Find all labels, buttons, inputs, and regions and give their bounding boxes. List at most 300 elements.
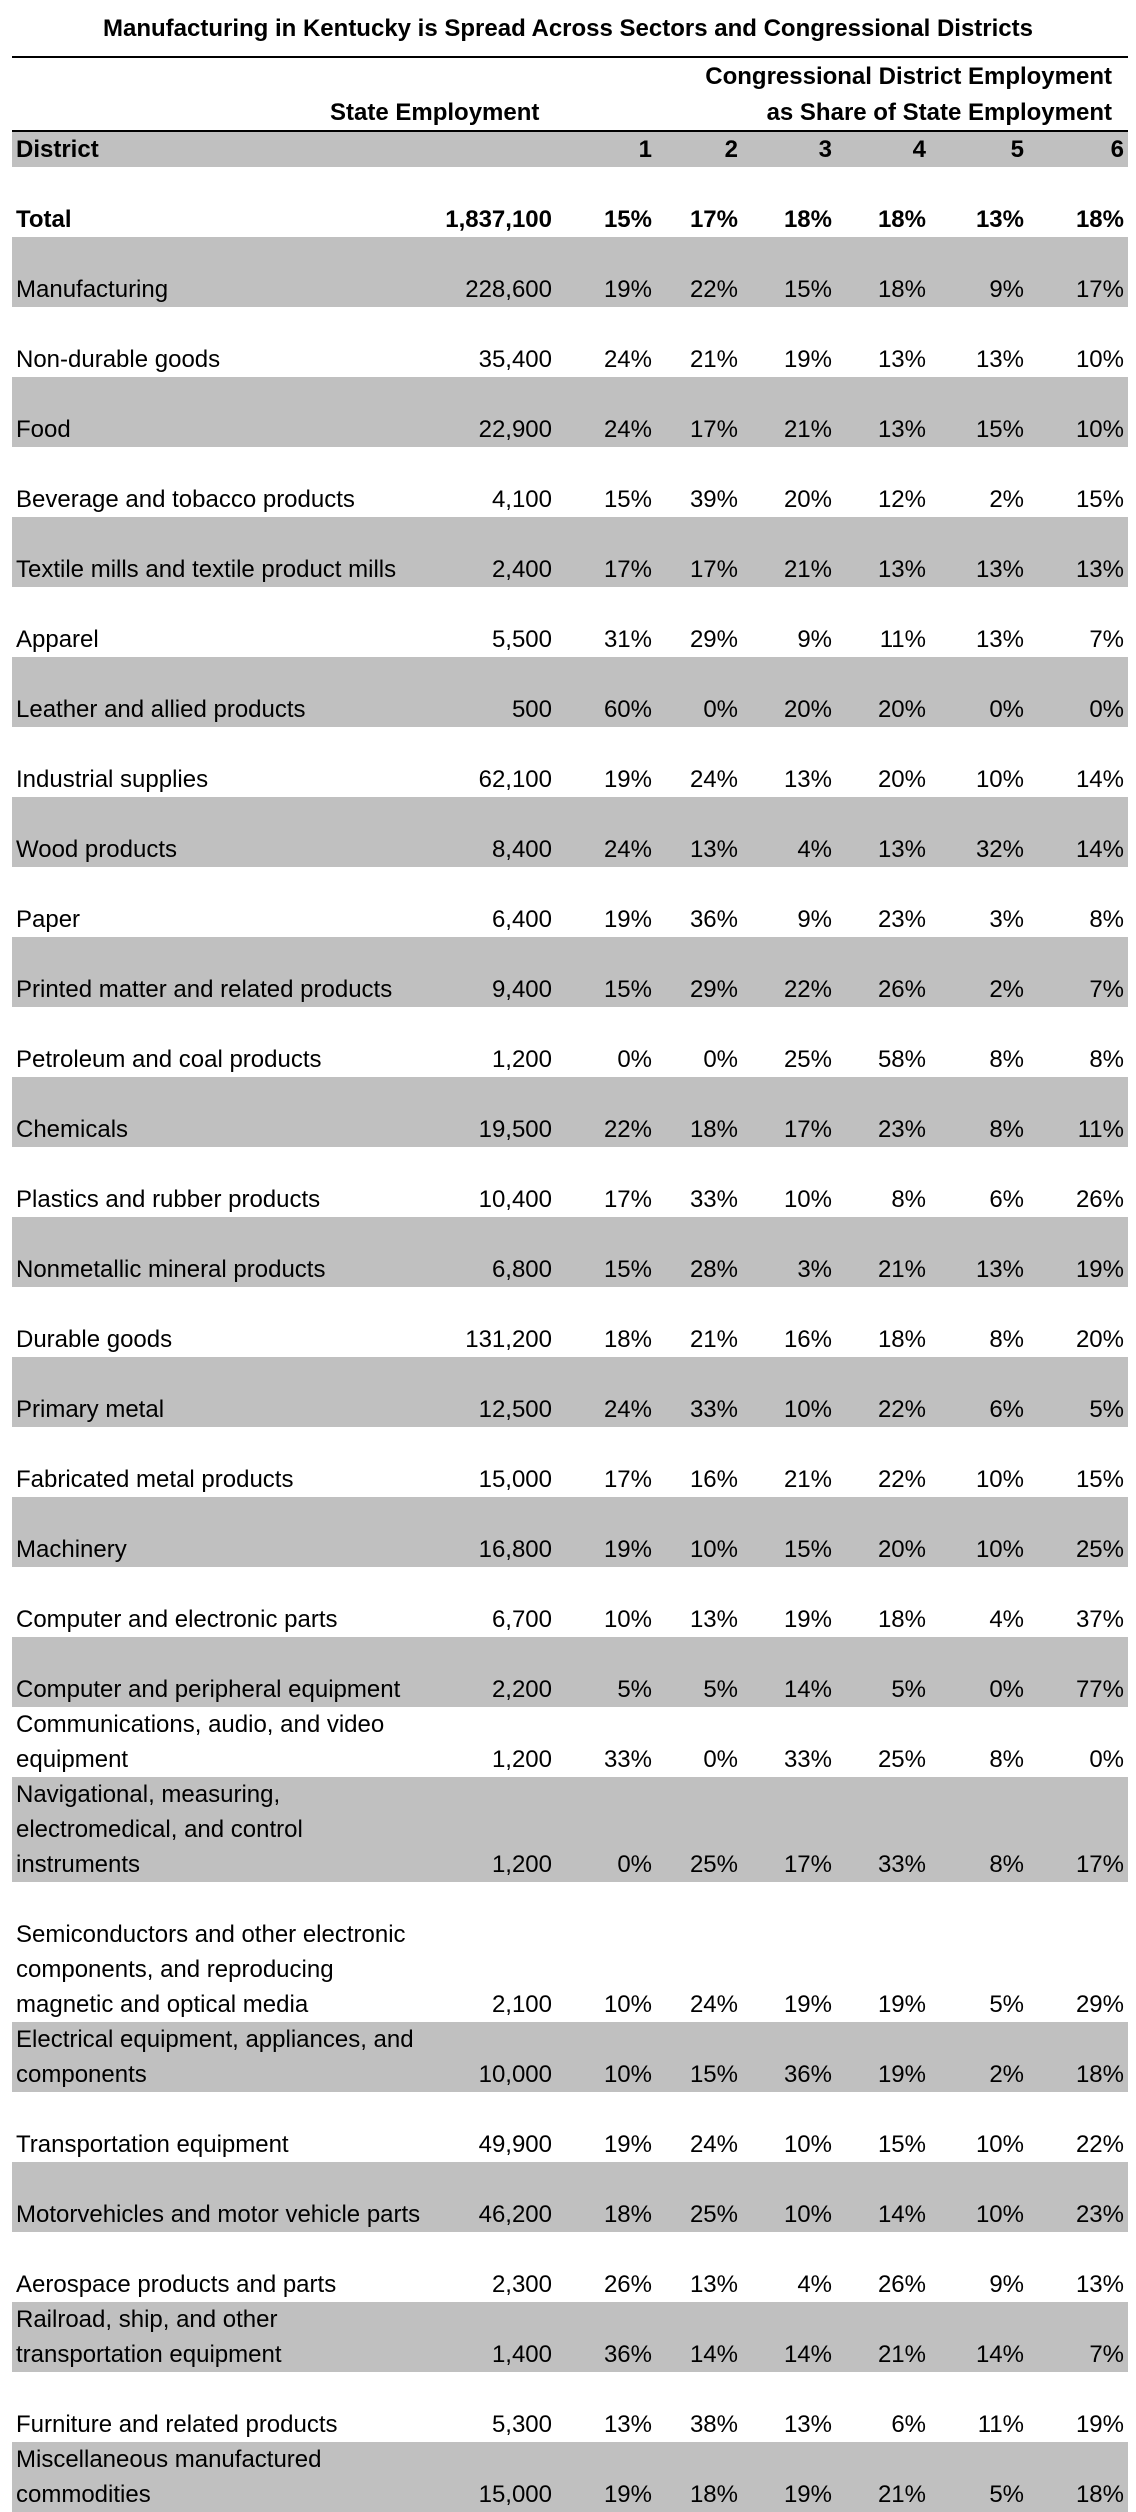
district-2-share-cell: 28%: [689, 1256, 738, 1283]
district-6-share-cell: 5%: [1089, 1396, 1124, 1423]
district-3-share-cell: 10%: [783, 1186, 832, 1213]
district-3-share-cell: 10%: [783, 2201, 832, 2228]
state-employment-cell: 8,400: [491, 836, 552, 863]
district-2-share-cell: 13%: [689, 2271, 738, 2298]
district-6-header: 6: [1110, 136, 1124, 163]
district-3-share-cell: 10%: [783, 2131, 832, 2158]
district-5-share-cell: 6%: [989, 1396, 1024, 1423]
district-6-share-cell: 10%: [1075, 416, 1124, 443]
district-4-share-cell: 8%: [891, 1186, 926, 1213]
district-3-share-cell: 22%: [783, 976, 832, 1003]
district-6-share-cell: 13%: [1075, 556, 1124, 583]
row-label: Primary metal: [16, 1396, 165, 1423]
district-2-share-cell: 5%: [703, 1676, 738, 1703]
state-employment-cell: 49,900: [478, 2131, 552, 2158]
district-4-share-cell: 11%: [879, 626, 926, 653]
district-2-share-cell: 22%: [689, 276, 738, 303]
district-2-share-cell: 17%: [689, 206, 738, 233]
district-1-share-cell: 0%: [617, 1046, 652, 1073]
district-1-share-cell: 19%: [603, 766, 652, 793]
district-6-share-cell: 8%: [1089, 906, 1124, 933]
district-5-share-cell: 10%: [975, 1536, 1024, 1563]
district-5-share-cell: 8%: [989, 1746, 1024, 1773]
table-row: [12, 237, 1128, 307]
state-employment-cell: 6,700: [491, 1606, 552, 1633]
district-6-share-cell: 37%: [1075, 1606, 1124, 1633]
district-2-share-cell: 24%: [689, 766, 738, 793]
table-row: [12, 1287, 1128, 1357]
district-4-share-cell: 6%: [891, 2411, 926, 2438]
district-3-share-cell: 9%: [797, 626, 832, 653]
district-1-share-cell: 10%: [603, 1991, 652, 2018]
district-2-share-cell: 29%: [689, 626, 738, 653]
district-5-share-cell: 10%: [975, 766, 1024, 793]
table-title: Manufacturing in Kentucky is Spread Across Sectors and Congressional Districts: [102, 15, 1033, 42]
district-2-share-cell: 17%: [689, 416, 738, 443]
district-6-share-cell: 17%: [1075, 1851, 1124, 1878]
district-4-share-cell: 22%: [877, 1396, 926, 1423]
table-row: [12, 2372, 1128, 2442]
district-1-share-cell: 36%: [603, 2341, 652, 2368]
district-4-share-cell: 26%: [877, 2271, 926, 2298]
district-2-share-cell: 38%: [689, 2411, 738, 2438]
state-employment-cell: 35,400: [478, 346, 552, 373]
district-4-share-cell: 13%: [877, 346, 926, 373]
district-2-share-cell: 17%: [689, 556, 738, 583]
row-label: Furniture and related products: [16, 2411, 338, 2438]
district-6-share-cell: 0%: [1089, 696, 1124, 723]
district-5-share-cell: 10%: [975, 1466, 1024, 1493]
top-rule: [12, 56, 1128, 58]
state-employment-cell: 2,200: [491, 1676, 552, 1703]
district-4-share-cell: 21%: [877, 2481, 926, 2508]
state-employment-cell: 1,837,100: [445, 206, 552, 233]
state-employment-cell: 2,400: [491, 556, 552, 583]
table-row: [12, 937, 1128, 1007]
district-5-share-cell: 13%: [975, 1256, 1024, 1283]
district-4-share-cell: 25%: [877, 1746, 926, 1773]
state-employment-cell: 15,000: [478, 1466, 552, 1493]
state-employment-cell: 16,800: [478, 1536, 552, 1563]
table-row: [12, 1567, 1128, 1637]
row-label: Transportation equipment: [16, 2131, 289, 2158]
district-4-share-cell: 5%: [891, 1676, 926, 1703]
district-6-share-cell: 19%: [1075, 2411, 1124, 2438]
table-row: [12, 2022, 1128, 2092]
district-5-share-cell: 11%: [977, 2411, 1024, 2438]
district-5-share-cell: 8%: [989, 1851, 1024, 1878]
table-row: [12, 2302, 1128, 2372]
district-3-share-cell: 4%: [797, 2271, 832, 2298]
district-5-share-cell: 2%: [989, 486, 1024, 513]
district-1-share-cell: 24%: [603, 1396, 652, 1423]
district-3-share-cell: 19%: [783, 1606, 832, 1633]
district-3-share-cell: 4%: [797, 836, 832, 863]
table-row: [12, 867, 1128, 937]
district-1-share-cell: 13%: [603, 2411, 652, 2438]
state-employment-cell: 228,600: [465, 276, 552, 303]
table-row: [12, 1882, 1128, 2022]
district-1-share-cell: 10%: [603, 2061, 652, 2088]
state-employment-cell: 1,200: [491, 1046, 552, 1073]
row-label: Manufacturing: [16, 276, 169, 303]
district-3-share-cell: 21%: [783, 1466, 832, 1493]
district-2-share-cell: 24%: [689, 2131, 738, 2158]
district-4-share-cell: 26%: [877, 976, 926, 1003]
district-3-share-cell: 18%: [783, 206, 832, 233]
state-employment-cell: 9,400: [491, 976, 552, 1003]
district-4-share-cell: 23%: [877, 1116, 926, 1143]
district-3-share-cell: 15%: [783, 1536, 832, 1563]
district-1-share-cell: 17%: [603, 1186, 652, 1213]
row-label: Railroad, ship, and other transportation equipment: [16, 2306, 282, 2368]
district-1-share-cell: 19%: [603, 276, 652, 303]
district-4-share-cell: 20%: [877, 766, 926, 793]
district-6-share-cell: 8%: [1089, 1046, 1124, 1073]
district-5-share-cell: 2%: [989, 976, 1024, 1003]
district-6-share-cell: 77%: [1075, 1676, 1124, 1703]
district-6-share-cell: 15%: [1075, 1466, 1124, 1493]
district-1-share-cell: 19%: [603, 1536, 652, 1563]
district-4-share-cell: 13%: [877, 416, 926, 443]
district-5-share-cell: 0%: [989, 696, 1024, 723]
table-row: [12, 1497, 1128, 1567]
district-1-share-cell: 19%: [603, 2481, 652, 2508]
state-employment-cell: 10,000: [478, 2061, 552, 2088]
district-6-share-cell: 7%: [1089, 976, 1124, 1003]
district-2-share-cell: 25%: [689, 1851, 738, 1878]
district-5-share-cell: 10%: [975, 2131, 1024, 2158]
district-6-share-cell: 18%: [1075, 2481, 1124, 2508]
state-employment-cell: 6,400: [491, 906, 552, 933]
district-3-share-cell: 21%: [783, 556, 832, 583]
district-3-share-cell: 36%: [783, 2061, 832, 2088]
district-4-share-cell: 58%: [877, 1046, 926, 1073]
row-label: Semiconductors and other electronic components, and reproducing magnetic and optical media: [16, 1921, 406, 2018]
state-employment-cell: 4,100: [491, 486, 552, 513]
row-label: Fabricated metal products: [16, 1466, 294, 1493]
table-row: [12, 447, 1128, 517]
district-3-share-cell: 21%: [783, 416, 832, 443]
district-4-share-cell: 15%: [877, 2131, 926, 2158]
district-2-share-cell: 0%: [703, 1746, 738, 1773]
district-2-share-cell: 18%: [689, 2481, 738, 2508]
table-row: [12, 797, 1128, 867]
column-header-row: [12, 132, 1128, 167]
district-6-share-cell: 0%: [1089, 1746, 1124, 1773]
district-4-share-cell: 18%: [877, 206, 926, 233]
district-2-share-cell: 25%: [689, 2201, 738, 2228]
district-4-share-cell: 20%: [877, 1536, 926, 1563]
district-4-share-cell: 23%: [877, 906, 926, 933]
district-1-share-cell: 10%: [603, 1606, 652, 1633]
table-row: [12, 2092, 1128, 2162]
district-3-share-cell: 9%: [797, 906, 832, 933]
state-employment-cell: 15,000: [478, 2481, 552, 2508]
district-4-share-cell: 21%: [877, 1256, 926, 1283]
table-row: [12, 167, 1128, 237]
row-label: Communications, audio, and video equipment: [16, 1711, 385, 1773]
district-1-share-cell: 22%: [603, 1116, 652, 1143]
district-1-share-cell: 60%: [603, 696, 652, 723]
district-4-share-cell: 18%: [877, 1606, 926, 1633]
district-4-share-cell: 13%: [877, 556, 926, 583]
table-row: [12, 1147, 1128, 1217]
district-3-share-cell: 17%: [783, 1116, 832, 1143]
row-label: Computer and electronic parts: [16, 1606, 338, 1633]
table-row: [12, 517, 1128, 587]
district-5-share-cell: 8%: [989, 1326, 1024, 1353]
district-2-share-cell: 15%: [689, 2061, 738, 2088]
district-6-share-cell: 14%: [1075, 766, 1124, 793]
row-label: Petroleum and coal products: [16, 1046, 322, 1073]
district-1-share-cell: 17%: [603, 556, 652, 583]
district-4-share-cell: 13%: [877, 836, 926, 863]
district-5-share-cell: 5%: [989, 2481, 1024, 2508]
district-3-share-cell: 10%: [783, 1396, 832, 1423]
district-2-share-cell: 10%: [689, 1536, 738, 1563]
district-3-share-cell: 17%: [783, 1851, 832, 1878]
district-2-share-cell: 24%: [689, 1991, 738, 2018]
district-6-share-cell: 10%: [1075, 346, 1124, 373]
district-3-share-cell: 14%: [783, 2341, 832, 2368]
state-employment-cell: 22,900: [478, 416, 552, 443]
district-5-share-cell: 2%: [989, 2061, 1024, 2088]
district-5-share-cell: 14%: [975, 2341, 1024, 2368]
district-6-share-cell: 19%: [1075, 1256, 1124, 1283]
district-4-share-cell: 20%: [877, 696, 926, 723]
state-employment-cell: 12,500: [478, 1396, 552, 1423]
district-1-share-cell: 24%: [603, 346, 652, 373]
row-label: Durable goods: [16, 1326, 173, 1353]
district-4-share-cell: 19%: [877, 2061, 926, 2088]
district-2-share-cell: 33%: [689, 1396, 738, 1423]
district-5-share-cell: 32%: [975, 836, 1024, 863]
district-4-share-cell: 14%: [877, 2201, 926, 2228]
district-6-share-cell: 18%: [1075, 2061, 1124, 2088]
district-5-share-cell: 9%: [989, 2271, 1024, 2298]
district-3-share-cell: 20%: [783, 486, 832, 513]
district-2-share-cell: 13%: [689, 1606, 738, 1633]
district-2-share-cell: 21%: [689, 1326, 738, 1353]
district-3-header: 3: [818, 136, 832, 163]
district-1-share-cell: 33%: [603, 1746, 652, 1773]
district-2-share-cell: 36%: [689, 906, 738, 933]
district-2-share-cell: 29%: [689, 976, 738, 1003]
district-5-share-cell: 13%: [975, 206, 1024, 233]
district-5-share-cell: 15%: [975, 416, 1024, 443]
row-label: Printed matter and related products: [16, 976, 393, 1003]
district-5-share-cell: 10%: [975, 2201, 1024, 2228]
state-employment-cell: 6,800: [491, 1256, 552, 1283]
district-4-share-cell: 18%: [877, 1326, 926, 1353]
row-label: Machinery: [16, 1536, 127, 1563]
table-row: [12, 1427, 1128, 1497]
row-label: Aerospace products and parts: [16, 2271, 337, 2298]
row-label: Leather and allied products: [16, 696, 306, 723]
district-3-share-cell: 20%: [783, 696, 832, 723]
table-row: [12, 657, 1128, 727]
district-1-share-cell: 19%: [603, 2131, 652, 2158]
district-2-share-cell: 18%: [689, 1116, 738, 1143]
row-label: Beverage and tobacco products: [16, 486, 355, 513]
table-row: [12, 1217, 1128, 1287]
district-1-share-cell: 15%: [603, 1256, 652, 1283]
state-employment-cell: 2,300: [491, 2271, 552, 2298]
district-4-share-cell: 19%: [877, 1991, 926, 2018]
district-5-share-cell: 5%: [989, 1991, 1024, 2018]
state-employment-cell: 62,100: [478, 766, 552, 793]
district-3-share-cell: 19%: [783, 346, 832, 373]
row-label: Navigational, measuring, electromedical, and control instruments: [16, 1781, 303, 1878]
district-1-share-cell: 15%: [603, 486, 652, 513]
district-1-share-cell: 5%: [617, 1676, 652, 1703]
state-employment-cell: 500: [511, 696, 552, 723]
district-4-share-cell: 22%: [877, 1466, 926, 1493]
district-4-header: 4: [912, 136, 926, 163]
district-6-share-cell: 15%: [1075, 486, 1124, 513]
district-6-share-cell: 20%: [1075, 1326, 1124, 1353]
district-5-share-cell: 13%: [975, 346, 1024, 373]
district-5-share-cell: 4%: [989, 1606, 1024, 1633]
table-row: [12, 377, 1128, 447]
district-column-header: District: [16, 136, 99, 163]
district-1-share-cell: 19%: [603, 906, 652, 933]
table-row: [12, 2162, 1128, 2232]
state-employment-cell: 1,400: [491, 2341, 552, 2368]
district-6-share-cell: 7%: [1089, 2341, 1124, 2368]
row-label: Motorvehicles and motor vehicle parts: [16, 2201, 421, 2228]
district-5-share-cell: 9%: [989, 276, 1024, 303]
row-label: Computer and peripheral equipment: [16, 1676, 401, 1703]
district-6-share-cell: 14%: [1075, 836, 1124, 863]
district-3-share-cell: 3%: [797, 1256, 832, 1283]
district-1-share-cell: 18%: [603, 1326, 652, 1353]
district-6-share-cell: 22%: [1075, 2131, 1124, 2158]
district-1-share-cell: 24%: [603, 416, 652, 443]
row-label: Chemicals: [16, 1116, 129, 1143]
district-6-share-cell: 17%: [1075, 276, 1124, 303]
row-label: Textile mills and textile product mills: [16, 556, 397, 583]
district-1-share-cell: 26%: [603, 2271, 652, 2298]
row-label: Plastics and rubber products: [16, 1186, 321, 1213]
row-label: Industrial supplies: [16, 766, 209, 793]
district-2-share-cell: 0%: [703, 696, 738, 723]
state-employment-header: State Employment: [330, 99, 540, 126]
district-5-share-cell: 8%: [989, 1116, 1024, 1143]
state-employment-cell: 10,400: [478, 1186, 552, 1213]
row-label: Food: [16, 416, 71, 443]
table-row: [12, 727, 1128, 797]
row-label: Wood products: [16, 836, 177, 863]
state-employment-cell: 46,200: [478, 2201, 552, 2228]
table-row: [12, 587, 1128, 657]
table-row: [12, 1707, 1128, 1777]
district-6-share-cell: 11%: [1077, 1116, 1124, 1143]
district-6-share-cell: 26%: [1075, 1186, 1124, 1213]
row-label: Electrical equipment, appliances, and components: [16, 2026, 414, 2088]
district-2-header: 2: [724, 136, 738, 163]
district-5-share-cell: 13%: [975, 626, 1024, 653]
district-3-share-cell: 19%: [783, 1991, 832, 2018]
cd-header-line1: Congressional District Employment: [705, 63, 1112, 90]
district-3-share-cell: 16%: [783, 1326, 832, 1353]
district-6-share-cell: 7%: [1089, 626, 1124, 653]
table-row: [12, 2442, 1128, 2512]
district-3-share-cell: 25%: [783, 1046, 832, 1073]
table-row: [12, 1007, 1128, 1077]
district-1-share-cell: 24%: [603, 836, 652, 863]
cd-header-line2: as Share of State Employment: [766, 99, 1112, 126]
state-employment-cell: 19,500: [478, 1116, 552, 1143]
district-3-share-cell: 14%: [783, 1676, 832, 1703]
state-employment-cell: 2,100: [491, 1991, 552, 2018]
district-4-share-cell: 21%: [877, 2341, 926, 2368]
table-row: [12, 1777, 1128, 1882]
district-5-share-cell: 6%: [989, 1186, 1024, 1213]
district-4-share-cell: 18%: [877, 276, 926, 303]
district-4-share-cell: 12%: [877, 486, 926, 513]
district-6-share-cell: 29%: [1075, 1991, 1124, 2018]
row-label: Apparel: [16, 626, 99, 653]
district-1-share-cell: 15%: [603, 206, 652, 233]
state-employment-cell: 5,300: [491, 2411, 552, 2438]
district-5-share-cell: 13%: [975, 556, 1024, 583]
row-label: Nonmetallic mineral products: [16, 1256, 326, 1283]
table-row: [12, 1357, 1128, 1427]
district-1-header: 1: [638, 136, 652, 163]
district-3-share-cell: 13%: [783, 2411, 832, 2438]
district-1-share-cell: 31%: [603, 626, 652, 653]
district-2-share-cell: 13%: [689, 836, 738, 863]
table-row: [12, 1637, 1128, 1707]
district-6-share-cell: 13%: [1075, 2271, 1124, 2298]
district-3-share-cell: 13%: [783, 766, 832, 793]
district-5-share-cell: 3%: [989, 906, 1024, 933]
district-6-share-cell: 25%: [1075, 1536, 1124, 1563]
district-5-share-cell: 8%: [989, 1046, 1024, 1073]
state-employment-cell: 131,200: [465, 1326, 552, 1353]
row-label: Non-durable goods: [16, 346, 221, 373]
district-4-share-cell: 33%: [877, 1851, 926, 1878]
district-3-share-cell: 33%: [783, 1746, 832, 1773]
district-3-share-cell: 19%: [783, 2481, 832, 2508]
state-employment-cell: 1,200: [491, 1851, 552, 1878]
state-employment-cell: 1,200: [491, 1746, 552, 1773]
table-row: [12, 307, 1128, 377]
state-employment-cell: 5,500: [491, 626, 552, 653]
district-2-share-cell: 39%: [689, 486, 738, 513]
district-1-share-cell: 15%: [603, 976, 652, 1003]
district-6-share-cell: 18%: [1075, 206, 1124, 233]
district-3-share-cell: 15%: [783, 276, 832, 303]
row-label: Paper: [16, 906, 81, 933]
district-1-share-cell: 17%: [603, 1466, 652, 1493]
district-2-share-cell: 0%: [703, 1046, 738, 1073]
district-2-share-cell: 33%: [689, 1186, 738, 1213]
table-row: [12, 1077, 1128, 1147]
district-1-share-cell: 18%: [603, 2201, 652, 2228]
district-2-share-cell: 16%: [689, 1466, 738, 1493]
district-1-share-cell: 0%: [617, 1851, 652, 1878]
district-2-share-cell: 21%: [689, 346, 738, 373]
district-5-share-cell: 0%: [989, 1676, 1024, 1703]
district-6-share-cell: 23%: [1075, 2201, 1124, 2228]
district-5-header: 5: [1010, 136, 1024, 163]
table-row: [12, 2232, 1128, 2302]
district-2-share-cell: 14%: [689, 2341, 738, 2368]
row-label: Total: [16, 206, 72, 233]
